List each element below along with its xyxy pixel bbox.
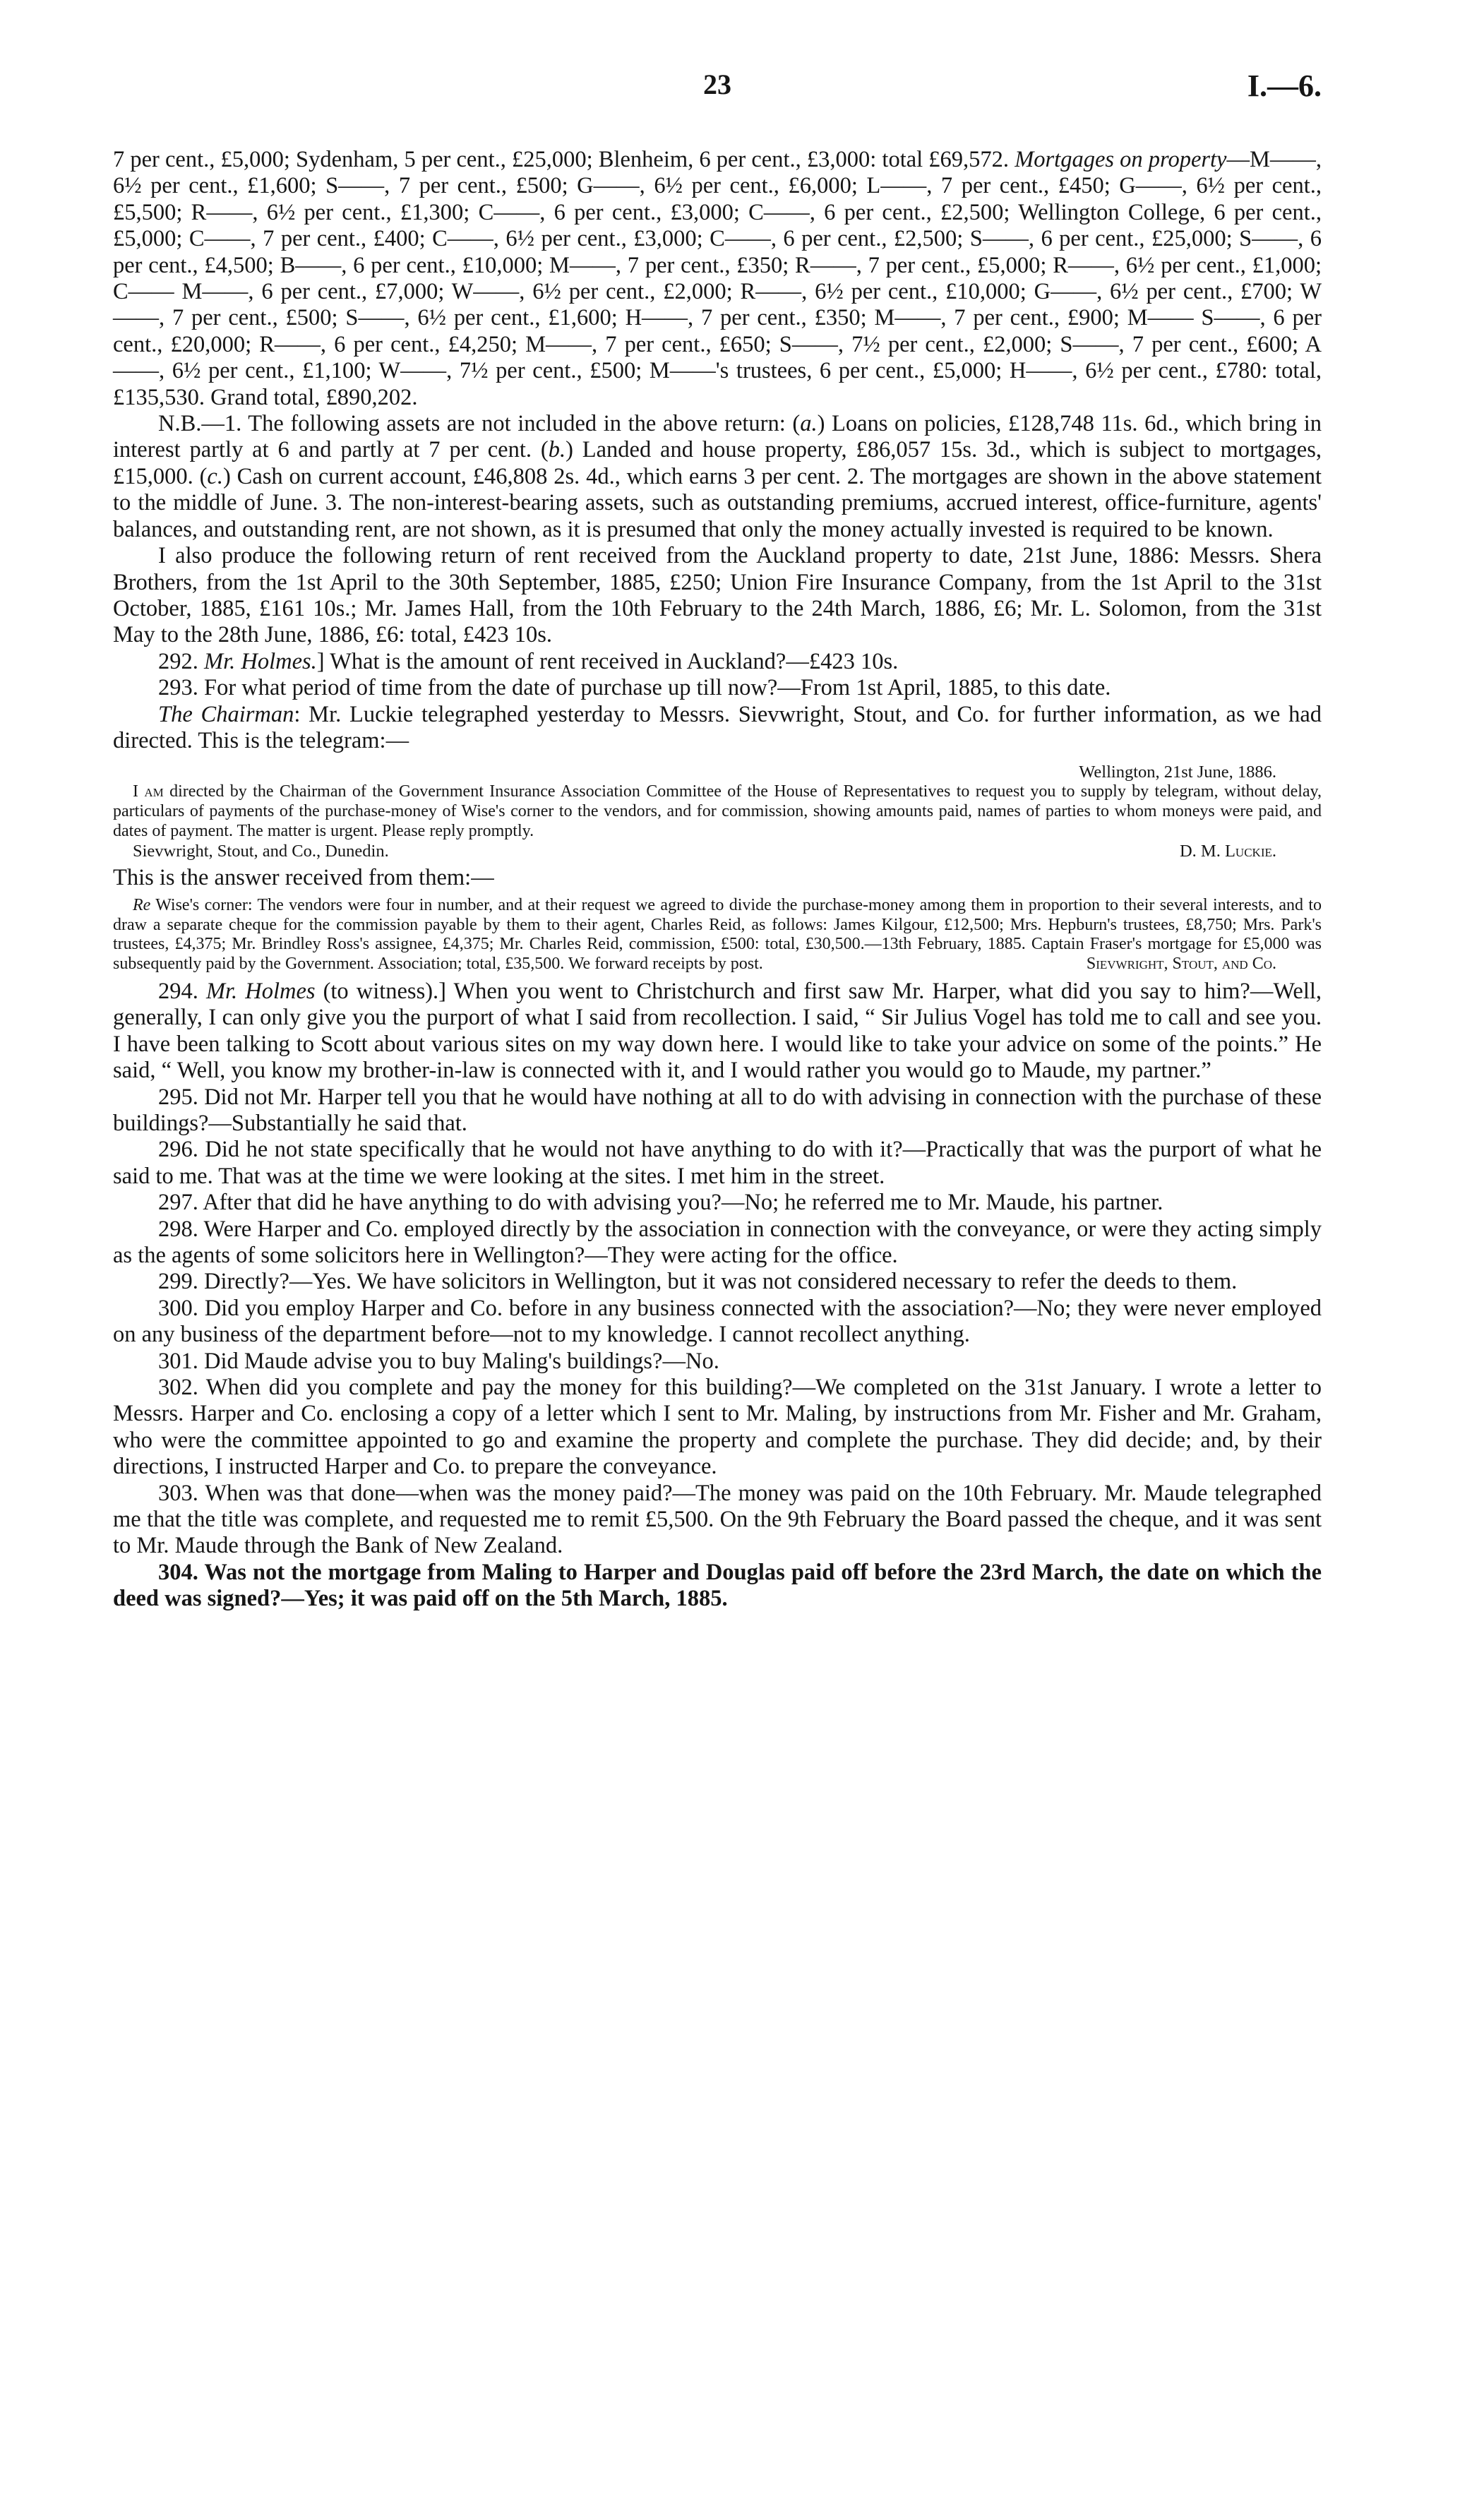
page-header [113, 68, 1322, 110]
page-number: 23 [703, 68, 731, 100]
q294-number: 294. [158, 978, 206, 1004]
telegram-signature: D. M. Luckie. [1179, 841, 1276, 861]
chairman-text: : Mr. Luckie telegraphed yesterday to Messrs. Sievwright, Stout, and Co. for further information, as we had directed. This is the telegram:— [113, 701, 1322, 753]
nb-text-1: N.B.—1. The following assets are not included in the above return: ( [158, 411, 801, 437]
telegram-text: directed by the Chairman of the Government Insurance Association Committee of the House of Representatives to request you to supply by telegram, without delay, particulars of payments of the purchase-money of Wise's corner to the vendors, and for commission, showing amounts paid, names of parties to whom moneys were paid, and dates of payment. The matter is urgent. Please reply promptly. [113, 782, 1322, 840]
question-292 [113, 649, 1322, 675]
nb-item-b: b. [548, 437, 566, 463]
nb-item-c: c. [207, 463, 223, 489]
reply-text: Wise's corner: The vendors were four in number, and at their request we agreed to divide the purchase-money among them in proportion to their several interests, and to draw a separate cheque for the commission payable by them to their agent, Charles Reid, as follows: James Kilgour, £12,500; Mrs. Hepburn's trustees, £8,750; Mrs. Park's trustees, £4,375; Mr. Brindley Ross's assignee, £4,375; Mr. Charles Reid, commission, £500: total, £30,500.—13th February, 1885. Captain Fraser's mortgage for £5,000 was subsequently paid by the Government. Association; total, £35,500. We forward receipts by post. [113, 895, 1322, 974]
q292-speaker: Mr. Holmes. [204, 648, 317, 674]
q294-text: (to witness).] When you went to Christchurch and first saw Mr. Harper, what did you say to him?—Well, generally, I can only give you the purport of what I said from recollection. I said, “ Sir Julius Vogel has told me to call and see you. I have been talking to Scott about various sites on my way down here. I would like to take your advice on some of the points.” He said, “ Well, you know my brother-in-law is connected with it, and I would rather you would go to Maude, my partner.” [113, 978, 1322, 1084]
investments-text-1: 7 per cent., £5,000; Sydenham, 5 per cent., £25,000; Blenheim, 6 per cent., £3,000: total £69,572. [113, 147, 1015, 172]
question-298: 298. Were Harper and Co. employed directly by the association in connection with the conveyance, or were they acting simply as the agents of some solicitors here in Wellington?—They were acting for the office. [113, 1216, 1322, 1268]
question-299: 299. Directly?—Yes. We have solicitors in Wellington, but it was not considered necessary to refer the deeds to them. [158, 1269, 1238, 1295]
q292-number: 292. [158, 648, 204, 674]
question-304: 304. Was not the mortgage from Maling to Harper and Douglas paid off before the 23rd March, the date on which the deed was signed?—Yes; it was paid off on the 5th March, 1885. [113, 1559, 1322, 1612]
telegram-block [113, 763, 1322, 861]
answer-intro: This is the answer received from them:— [113, 865, 494, 891]
q294-speaker: Mr. Holmes [205, 978, 316, 1004]
investments-paragraph [113, 147, 1322, 411]
chairman-speaker: The Chairman [158, 701, 294, 727]
reply-telegram-block [113, 896, 1322, 974]
nb-item-a: a. [800, 411, 818, 437]
telegram-opening: I am [133, 782, 164, 801]
paper-reference: I.—6. [1247, 68, 1322, 103]
reply-signature: Sievwright, Stout, and Co. [1086, 955, 1276, 974]
nb-text-2: ) Loans on policies, £128,748 11s. 6d., which bring in interest partly at 6 and partly at 7 per cent. ( [113, 411, 1322, 463]
mortgages-heading: Mortgages on property [1015, 147, 1227, 172]
question-296: 296. Did he not state specifically that he would not have anything to do with it?—Practically that was the purport of what he said to me. That was at the time we were looking at the sites. I met him in the street. [113, 1137, 1322, 1189]
nb-paragraph [113, 411, 1322, 543]
reply-re: Re [133, 895, 151, 914]
question-297: 297. After that did he have anything to do with advising you?—No; he referred me to Mr. Maude, his partner. [158, 1190, 1163, 1216]
question-294 [113, 979, 1322, 1084]
question-301: 301. Did Maude advise you to buy Maling's buildings?—No. [158, 1348, 719, 1374]
telegram-body [113, 782, 1322, 841]
reply-body [113, 896, 1322, 974]
telegram-sign-line [113, 842, 1322, 861]
document-body [113, 147, 1322, 1613]
telegram-place-date: Wellington, 21st June, 1886. [1079, 763, 1276, 782]
q292-text: ] What is the amount of rent received in Auckland?—£423 10s. [316, 648, 899, 674]
telegram-addressee: Sievwright, Stout, and Co., Dunedin. [133, 841, 389, 861]
rent-paragraph: I also produce the following return of rent received from the Auckland property to date, 21st June, 1886: Messrs. Shera Brothers, from the 1st April to the 30th September, 1885, £250; Union Fire Insurance Company, from the 1st April to the 31st October, 1885, £161 10s.; Mr. James Hall, from the 10th February to the 24th March, 1886, £6; Mr. L. Solomon, from the 31st May to the 28th June, 1886, £6: total, £423 10s. [113, 543, 1322, 648]
nb-text-4: ) Cash on current account, £46,808 2s. 4d., which earns 3 per cent. 2. The mortgages are shown in the above statement to the middle of June. 3. The non-interest-bearing assets, such as outstanding premiums, accrued interest, office-furniture, agents' balances, and outstanding rent, are not shown, as it is presumed that only the money actually invested is required to be known. [113, 463, 1322, 542]
question-300: 300. Did you employ Harper and Co. before in any business connected with the association?—No; they were never employed on any business of the department before—not to my knowledge. I cannot recollect anything. [113, 1295, 1322, 1348]
question-303: 303. When was that done—when was the money paid?—The money was paid on the 10th February. Mr. Maude telegraphed me that the title was complete, and requested me to remit £5,500. On the 9th February the Board passed the cheque, and it was sent to Mr. Maude through the Bank of New Zealand. [113, 1480, 1322, 1559]
question-293: 293. For what period of time from the date of purchase up till now?—From 1st April, 1885, to this date. [158, 675, 1111, 701]
investments-text-2: —M——, 6½ per cent., £1,600; S——, 7 per cent., £500; G——, 6½ per cent., £6,000; L——, 7 per cent., £450; G——, 6½ per cent., £5,500; R——, 6½ per cent., £1,300; C——, 6 per cent., £3,000; C——, 6 per cent., £2,500; Wellington College, 6 per cent., £5,000; C——, 7 per cent., £400; C——, 6½ per cent., £3,000; C——, 6 per cent., £2,500; S——, 6 per cent., £25,000; S——, 6 per cent., £4,500; B——, 6 per cent., £10,000; M——, 7 per cent., £350; R——, 7 per cent., £5,000; R——, 6½ per cent., £1,000; C—— M——, 6 per cent., £7,000; W——, 6½ per cent., £2,000; R——, 6½ per cent., £10,000; G——, 6½ per cent., £700; W——, 7 per cent., £500; S——, 6½ per cent., £1,600; H——, 7 per cent., £350; M——, 7 per cent., £900; M—— S——, 6 per cent., £20,000; R——, 6 per cent., £4,250; M——, 7 per cent., £650; S——, 7½ per cent., £2,000; S——, 7 per cent., £600; A——, 6½ per cent., £1,100; W——, 7½ per cent., £500; M——'s trustees, 6 per cent., £5,000; H——, 6½ per cent., £780: total, £135,530. Grand total, £890,202. [113, 147, 1322, 410]
question-302: 302. When did you complete and pay the money for this building?—We completed on the 31st January. I wrote a letter to Messrs. Harper and Co. enclosing a copy of a letter which I sent to Mr. Maling, by instructions from Mr. Fisher and Mr. Graham, who were the committee appointed to go and examine the property and complete the purchase. They did decide; and, by their directions, I instructed Harper and Co. to prepare the conveyance. [113, 1375, 1322, 1480]
nb-text-3: ) Landed and house property, £86,057 15s. 3d., which is subject to mortgages, £15,000. ( [113, 437, 1322, 489]
chairman-statement [113, 702, 1322, 755]
question-295: 295. Did not Mr. Harper tell you that he would have nothing at all to do with advising in connection with the purchase of these buildings?—Substantially he said that. [113, 1084, 1322, 1136]
